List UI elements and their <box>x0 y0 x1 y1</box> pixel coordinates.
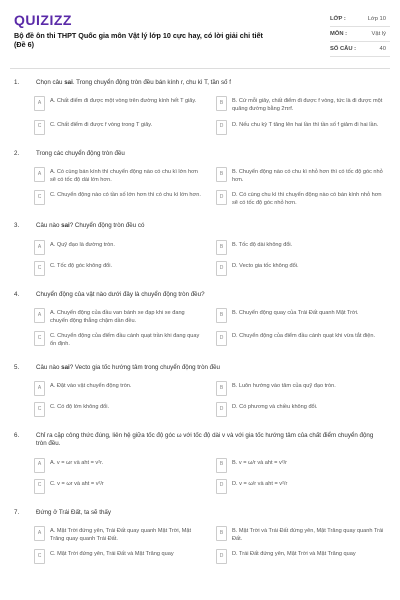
question-number: 4. <box>14 290 20 298</box>
option-text: A. Chất điểm đi được một vòng trên đường kính hết T giây. <box>50 98 197 105</box>
question-item <box>10 150 384 208</box>
option-letter-box[interactable]: B <box>216 240 227 255</box>
answer-option[interactable] <box>34 120 202 135</box>
question-text <box>36 364 220 372</box>
answer-options <box>34 96 384 134</box>
option-text: B. Luôn hướng vào tâm của quỹ đạo tròn. <box>232 382 336 389</box>
question-number: 5. <box>14 363 20 371</box>
option-text: B. Mặt Trời và Trái Đất đứng yên, Mặt Trăng quay quanh Trái Đất. <box>232 527 384 543</box>
meta-label: MÔN : <box>330 31 348 37</box>
option-letter-box[interactable]: D <box>216 190 227 205</box>
question-text-suffix: ? Chuyển động tròn đều có <box>69 222 145 230</box>
option-letter-box[interactable]: C <box>34 261 45 276</box>
option-letter-box[interactable]: B <box>216 381 227 396</box>
answer-option[interactable] <box>34 308 202 325</box>
option-text: A. Chuyển động của đầu van bánh xe đạp khi xe đang chuyển động thẳng chậm dần đều. <box>50 310 185 325</box>
answer-option[interactable] <box>34 549 202 564</box>
answer-option[interactable] <box>34 261 202 276</box>
question-number: 3. <box>14 222 20 230</box>
answer-option[interactable] <box>34 381 202 396</box>
quiz-meta <box>330 12 390 57</box>
question-text <box>36 222 144 230</box>
answer-option[interactable] <box>216 402 384 417</box>
question-text-prefix: Chuyển động của vật nào dưới đây là chuyển động tròn đều? <box>36 290 205 298</box>
answer-options <box>34 526 384 564</box>
question-header <box>10 222 384 230</box>
option-letter-box[interactable]: C <box>34 190 45 205</box>
answer-option[interactable] <box>216 308 384 325</box>
answer-option[interactable] <box>216 526 384 543</box>
meta-label: SỐ CÂU : <box>330 46 357 52</box>
answer-option[interactable] <box>34 240 202 255</box>
option-letter-box[interactable]: A <box>34 167 45 182</box>
option-text: B. Chuyển động nào có chu kì nhỏ hơn thì có tốc độ góc nhỏ hơn. <box>232 168 383 184</box>
question-text-emphasis: sai <box>61 363 70 371</box>
question-text <box>36 432 384 449</box>
option-text: C. Tốc độ góc không đổi. <box>50 262 113 269</box>
question-text-prefix: Trong các chuyển động tròn đều <box>36 149 125 157</box>
option-text: C. Chuyển động của điểm đầu cánh quạt trần khi đang quay ổn định. <box>50 333 200 348</box>
answer-option[interactable] <box>34 458 202 473</box>
answer-option[interactable] <box>216 120 384 135</box>
answer-option[interactable] <box>216 381 384 396</box>
answer-option[interactable] <box>34 479 202 494</box>
question-item <box>10 509 384 565</box>
option-text: B. v = ω/r và aht = v²/r <box>232 459 288 466</box>
option-letter-box[interactable]: B <box>216 167 227 182</box>
question-text-emphasis: sai <box>61 222 70 230</box>
question-text-emphasis: sai <box>64 79 73 86</box>
option-text: D. Có cùng chu kì thì chuyển động nào có bán kính nhỏ hơn sẽ có tốc độ góc nhỏ hơn. <box>232 192 382 207</box>
question-item <box>10 222 384 275</box>
option-text: C. v = ωr và aht = v²/r <box>50 480 104 487</box>
meta-value: 40 <box>379 46 386 52</box>
answer-options <box>34 381 384 417</box>
option-letter-box[interactable]: A <box>34 458 45 473</box>
answer-option[interactable] <box>216 549 384 564</box>
option-text: B. Cứ mỗi giây, chất điểm đi được f vòng, tức là đi được một quãng đường bằng 2πrf. <box>232 98 383 113</box>
question-text-prefix: Câu nào <box>36 222 62 230</box>
answer-options <box>34 240 384 276</box>
answer-options <box>34 308 384 348</box>
question-number: 1. <box>14 79 20 86</box>
question-header <box>10 364 384 372</box>
question-header <box>10 79 384 87</box>
option-letter-box[interactable]: D <box>216 120 227 135</box>
question-header <box>10 150 384 158</box>
answer-option[interactable] <box>34 190 202 207</box>
answer-options <box>34 167 384 207</box>
option-text: B. Chuyển động quay của Trái Đất quanh Mặt Trời. <box>232 310 359 317</box>
answer-option[interactable] <box>216 190 384 207</box>
answer-option[interactable] <box>34 526 202 543</box>
option-letter-box[interactable]: A <box>34 308 45 323</box>
question-text <box>36 150 125 158</box>
option-text: B. Tốc độ dài không đổi. <box>232 241 293 248</box>
option-letter-box[interactable]: A <box>34 526 45 541</box>
answer-option[interactable] <box>34 402 202 417</box>
option-text: C. Mặt Trời đứng yên, Trái Đất và Mặt Trăng quay <box>50 551 174 558</box>
answer-option[interactable] <box>34 167 202 184</box>
question-number: 7. <box>14 508 20 516</box>
option-letter-box[interactable]: C <box>34 479 45 494</box>
question-text <box>36 509 111 517</box>
answer-option[interactable] <box>216 479 384 494</box>
answer-option[interactable] <box>216 458 384 473</box>
option-text: C. Có độ lớn không đổi. <box>50 403 110 410</box>
question-header <box>10 291 384 299</box>
option-letter-box[interactable]: B <box>216 96 227 111</box>
answer-option[interactable] <box>216 167 384 184</box>
answer-option[interactable] <box>216 96 384 113</box>
answer-option[interactable] <box>216 331 384 348</box>
option-letter-box[interactable]: D <box>216 479 227 494</box>
option-text: D. Trái Đất đứng yên, Mặt Trời và Mặt Trăng quay <box>232 551 356 558</box>
question-text-prefix: Câu nào <box>36 363 62 371</box>
page-header <box>0 0 400 68</box>
answer-option[interactable] <box>34 96 202 113</box>
option-letter-box[interactable]: A <box>34 381 45 396</box>
option-letter-box[interactable]: D <box>216 402 227 417</box>
option-text: D. v = ω/r và aht = v²/r <box>232 480 288 487</box>
meta-row-class <box>330 12 390 27</box>
quiz-title: Bộ đề ôn thi THPT Quốc gia môn Vật lý lớp 10 cực hay, có lời giải chi tiết (Đề 6) <box>14 31 263 49</box>
meta-row-count <box>330 42 390 57</box>
question-number: 6. <box>14 431 20 439</box>
option-letter-box[interactable]: C <box>34 120 45 135</box>
option-letter-box[interactable]: C <box>34 549 45 564</box>
answer-option[interactable] <box>216 240 384 255</box>
option-text: C. Chuyển động nào có tần số lớn hơn thì có chu kì lớn hơn. <box>50 192 201 199</box>
option-text: A. Đặt vào vật chuyển động tròn. <box>50 382 132 389</box>
question-item <box>10 432 384 494</box>
question-text <box>36 291 205 299</box>
meta-label: LỚP : <box>330 16 346 22</box>
question-item <box>10 291 384 349</box>
answer-option[interactable] <box>34 331 202 348</box>
question-header <box>10 432 384 449</box>
option-text: D. Có phương và chiều không đổi. <box>232 403 318 410</box>
question-text <box>36 79 231 87</box>
option-text: D. Chuyển động của điểm đầu cánh quạt khi vừa tắt điện. <box>232 333 376 340</box>
answer-options <box>34 458 384 494</box>
option-text: A. Quỹ đạo là đường tròn. <box>50 241 115 248</box>
option-text: A. Mặt Trời đứng yên, Trái Đất quay quanh Mặt Trời, Mặt Trăng quay quanh Trái Đất. <box>50 527 192 543</box>
question-text-suffix: . Trong chuyển động tròn đều bán kính r, chu kì T, tần số f <box>72 79 231 86</box>
question-text-prefix: Chọn câu <box>36 79 65 86</box>
meta-row-subject <box>330 27 390 42</box>
meta-value: Lớp 10 <box>367 16 386 22</box>
option-letter-box[interactable]: B <box>216 458 227 473</box>
option-letter-box[interactable]: A <box>34 96 45 111</box>
option-text: D. Vecto gia tốc không đổi. <box>232 262 299 269</box>
option-text: A. Có cùng bán kính thì chuyển động nào có chu kì lớn hơn sẽ có tốc độ dài lớn hơn. <box>50 168 198 184</box>
question-text-prefix: Đứng ở Trái Đất, ta sẽ thấy <box>36 508 111 516</box>
question-item <box>10 364 384 417</box>
option-letter-box[interactable]: D <box>216 331 227 346</box>
question-text-suffix: ? Vecto gia tốc hướng tâm trong chuyển động tròn đều <box>69 363 221 371</box>
option-letter-box[interactable]: D <box>216 261 227 276</box>
option-letter-box[interactable]: C <box>34 331 45 346</box>
option-letter-box[interactable]: D <box>216 549 227 564</box>
option-letter-box[interactable]: C <box>34 402 45 417</box>
option-text: C. Chất điểm đi được f vòng trong T giây. <box>50 121 153 128</box>
option-letter-box[interactable]: B <box>216 526 227 541</box>
question-item <box>10 79 384 135</box>
question-text-prefix: Chỉ ra cặp công thức đúng, liên hệ giữa tốc độ góc ω với tốc độ dài v và với gia tốc hướng tâm của chất điểm chuyển động tròn đều. <box>36 431 374 448</box>
question-list <box>0 69 400 564</box>
answer-option[interactable] <box>216 261 384 276</box>
meta-value: Vật lý <box>371 31 386 37</box>
question-header <box>10 509 384 517</box>
option-letter-box[interactable]: B <box>216 308 227 323</box>
question-number: 2. <box>14 149 20 157</box>
option-text: D. Nếu chu kỳ T tăng lên hai lần thì tần số f giảm đi hai lần. <box>232 121 379 128</box>
option-text: A. v = ωr và aht = v²r. <box>50 459 104 466</box>
quizizz-logo: QUIZIZZ <box>14 12 72 28</box>
option-letter-box[interactable]: A <box>34 240 45 255</box>
